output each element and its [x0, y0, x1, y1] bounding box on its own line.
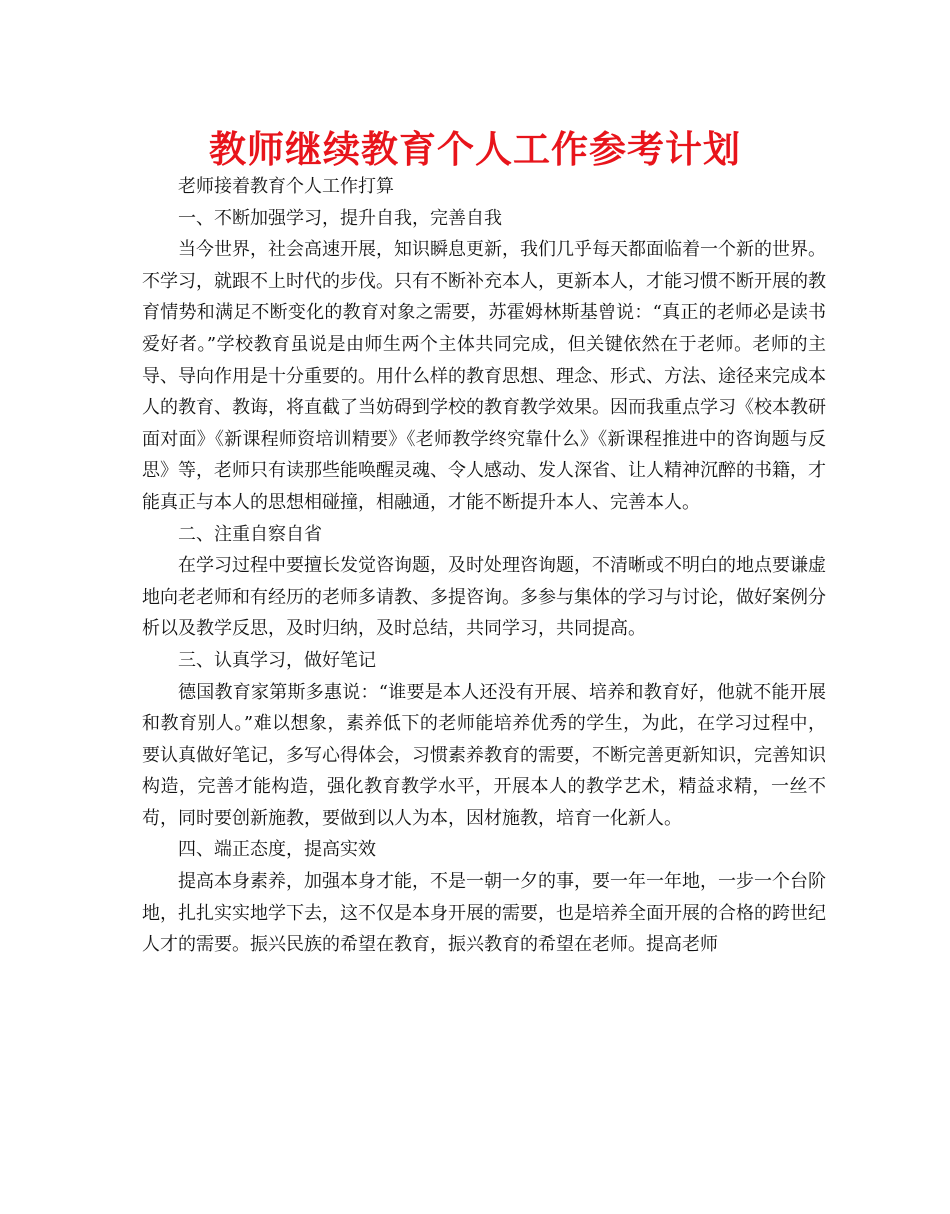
section-heading-3: 三、认真学习，做好笔记 — [178, 649, 376, 671]
section-heading-4: 四、端正态度，提高实效 — [178, 839, 376, 861]
subtitle-paragraph: 老师接着教育个人工作打算 — [178, 176, 394, 197]
document-title: 教师继续教育个人工作参考计划 — [209, 128, 741, 171]
section-heading-1: 一、不断加强学习，提升自我，完善自我 — [178, 207, 502, 229]
document-body — [142, 171, 826, 961]
body-paragraph-1: 当今世界，社会高速开展，知识瞬息更新，我们几乎每天都面临着一个新的世界。不学习，就跟不上时代的步伐。只有不断补充本人，更新本人，才能习惯不断开展的教育情势和满足不断变化的教育对象之需要，苏霍姆林斯基曾说：“真正的老师必是读书爱好者。”学校教育虽说是由师生两个主体共同完成，但关键依然在于老师。老师的主导、导向作用是十分重要的。用什么样的教育思想、理念、形式、方法、途径来完成本人的教育、教诲，将直截了当妨碍到学校的教育教学效果。因而我重点学习《校本教研面对面》《新课程师资培训精要》《老师教学终究靠什么》《新课程推进中的咨询题与反思》等，老师只有读那些能唤醒灵魂、令人感动、发人深省、让人精神沉醉的书籍，才能真正与本人的思想相碰撞，相融通，才能不断提升本人、完善本人。 — [142, 239, 826, 513]
section-heading-2: 二、注重自察自省 — [178, 523, 322, 545]
body-paragraph-3: 德国教育家第斯多惠说：“谁要是本人还没有开展、培养和教育好，他就不能开展和教育别人。”难以想象，素养低下的老师能培养优秀的学生，为此，在学习过程中，要认真做好笔记，多写心得体会，习惯素养教育的需要，不断完善更新知识，完善知识构造，完善才能构造，强化教育教学水平，开展本人的教学艺术，精益求精，一丝不苟，同时要创新施教，要做到以人为本，因材施教，培育一化新人。 — [142, 681, 826, 829]
body-paragraph-2: 在学习过程中要擅长发觉咨询题，及时处理咨询题，不清晰或不明白的地点要谦虚地向老老师和有经历的老师多请教、多提咨询。多参与集体的学习与讨论，做好案例分析以及教学反思，及时归纳，及时总结，共同学习，共同提高。 — [142, 555, 826, 640]
body-paragraph-4: 提高本身素养，加强本身才能，不是一朝一夕的事，要一年一年地，一步一个台阶地，扎扎实实地学下去，这不仅是本身开展的需要，也是培养全面开展的合格的跨世纪人才的需要。振兴民族的希望在教育，振兴教育的希望在老师。提高老师 — [142, 871, 826, 956]
